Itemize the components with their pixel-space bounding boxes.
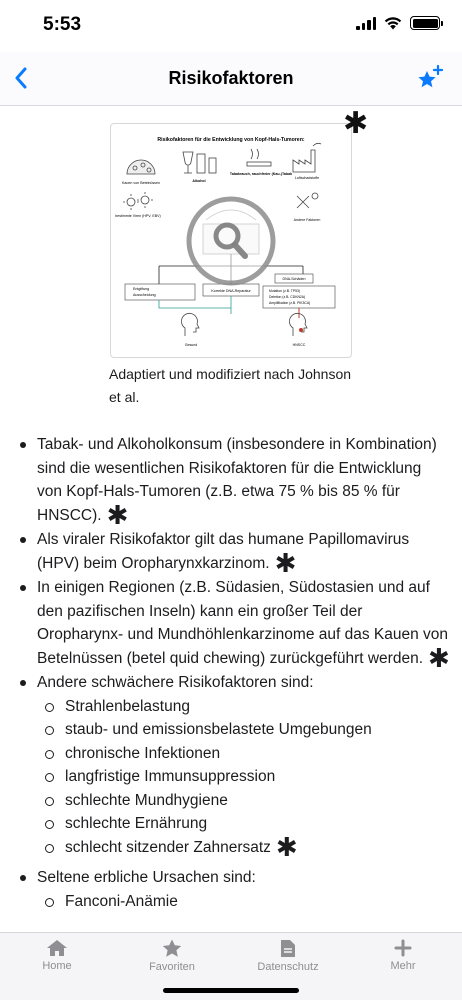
document-icon <box>280 939 296 958</box>
list-item: Tabak- und Alkoholkonsum (insbesondere in Kombination) sind die wesentlichen Risikofaktoren für die Entwicklung von Kopf-Hals-Tumoren (z.B. etwa 75 % bis 85 % für HNSCC). ✱ <box>20 433 450 527</box>
page-title: Risikofaktoren <box>168 68 294 88</box>
betel-nut-icon <box>127 160 155 174</box>
status-icons <box>356 16 440 30</box>
list-item: Als viraler Risikofaktor gilt das humane Papillomavirus (HPV) beim Oropharynxkarzinom. ✱ <box>20 528 450 575</box>
tab-label: Mehr <box>390 960 416 972</box>
signal-icon <box>356 16 376 30</box>
status-bar <box>0 0 462 52</box>
hnscc-head-icon <box>289 313 307 336</box>
footnote-star: ✱ <box>274 547 297 578</box>
navigation-bar <box>0 52 462 106</box>
list-item: Seltene erbliche Ursachen sind: Fanconi-Anämie <box>20 866 450 913</box>
svg-text:Entgiftung: Entgiftung <box>133 287 150 291</box>
svg-text:DNA-Schäden: DNA-Schäden <box>282 277 306 281</box>
svg-text:Mutation (z.B. TP53): Mutation (z.B. TP53) <box>269 289 301 293</box>
svg-text:bestimmte Viren (HPV, EBV): bestimmte Viren (HPV, EBV) <box>115 214 161 218</box>
tab-label: Favoriten <box>149 961 195 973</box>
svg-text:Korrekte DNA-Reparatur: Korrekte DNA-Reparatur <box>211 289 251 293</box>
risk-factor-list <box>20 433 450 913</box>
tobacco-icon <box>247 149 271 166</box>
star-icon <box>162 939 182 958</box>
home-icon <box>46 939 68 957</box>
healthy-head-icon <box>181 313 199 336</box>
status-time: 5:53 <box>43 14 82 35</box>
plus-icon <box>394 939 412 957</box>
list-item: In einigen Regionen (z.B. Südasien, Südostasien und auf den pazifischen Inseln) kann ein großer Teil der Oropharynx- und Mundhöhlenkarzinome auf das Kauen von Betelnüssen (betel quid chewing) zurückgeführt werden. ✱ <box>20 576 450 670</box>
sub-list-item: Strahlenbelastung <box>37 695 450 719</box>
svg-text:Deletion (z.B. CDKN2A): Deletion (z.B. CDKN2A) <box>269 295 306 299</box>
star-plus-icon <box>416 62 448 94</box>
svg-text:Amplifikation (z.B. PIK3CA): Amplifikation (z.B. PIK3CA) <box>269 301 311 305</box>
footnote-star: ✱ <box>106 499 129 530</box>
svg-text:Alkohol: Alkohol <box>192 179 206 183</box>
risk-factor-figure[interactable] <box>110 123 352 358</box>
tab-label: Home <box>42 960 72 972</box>
other-factors-icon <box>297 193 318 208</box>
risk-factor-diagram <box>111 124 351 357</box>
svg-text:Tabakrauch, rauchfreier (Kau-): Tabakrauch, rauchfreier (Kau-)Tabak <box>229 172 293 176</box>
zoom-magnifier-icon[interactable] <box>189 199 273 283</box>
tab-mehr[interactable] <box>358 939 448 972</box>
hereditary-sublist <box>37 890 450 914</box>
svg-text:Andere Faktoren: Andere Faktoren <box>293 218 321 222</box>
svg-text:HNSCC: HNSCC <box>292 343 306 347</box>
tab-datenschutz[interactable] <box>243 939 333 973</box>
footnote-asterisk: ✱ <box>343 107 369 140</box>
footnote-star: ✱ <box>275 831 298 862</box>
svg-text:Ausscheidung: Ausscheidung <box>133 293 156 297</box>
add-favorite-button[interactable] <box>416 62 448 94</box>
tab-home[interactable] <box>12 939 102 972</box>
virus-icon <box>123 192 153 210</box>
list-item: Andere schwächere Risikofaktoren sind: Strahlenbelastung staub- und emissionsbelastete Umgebungen chronische Infektionen langfristige Immunsuppression schlechte Mundhygiene schlechte Ernährung schlecht sitzender Zahnersatz ✱ <box>20 671 450 859</box>
figure-title: Risikofaktoren für die Entwicklung von Kopf-Hals-Tumoren: <box>157 137 305 143</box>
tab-label: Datenschutz <box>257 961 319 973</box>
svg-text:Kauen von Betelnüssen: Kauen von Betelnüssen <box>122 181 160 185</box>
sub-list-item: langfristige Immunsuppression <box>37 765 450 789</box>
factory-icon <box>293 143 321 172</box>
tab-favoriten[interactable] <box>127 939 217 973</box>
sub-list-item: chronische Infektionen <box>37 742 450 766</box>
footnote-star: ✱ <box>428 642 450 673</box>
svg-text:Gesund: Gesund <box>184 343 198 347</box>
weak-factor-sublist <box>37 695 450 860</box>
home-indicator <box>163 988 299 993</box>
sub-list-item: schlechte Ernährung <box>37 812 450 836</box>
svg-text:Luftschadstoffe: Luftschadstoffe <box>294 176 320 180</box>
alcohol-icon <box>183 152 216 173</box>
battery-icon <box>410 16 440 30</box>
sub-list-item: Fanconi-Anämie <box>37 890 450 914</box>
content-area[interactable] <box>0 107 462 932</box>
sub-list-item: schlecht sitzender Zahnersatz ✱ <box>37 836 450 860</box>
wifi-icon <box>384 16 402 30</box>
sub-list-item: staub- und emissionsbelastete Umgebungen <box>37 718 450 742</box>
sub-list-item: schlechte Mundhygiene <box>37 789 450 813</box>
figure-caption: Adaptiert und modifiziert nach Johnson et al. <box>109 366 352 405</box>
